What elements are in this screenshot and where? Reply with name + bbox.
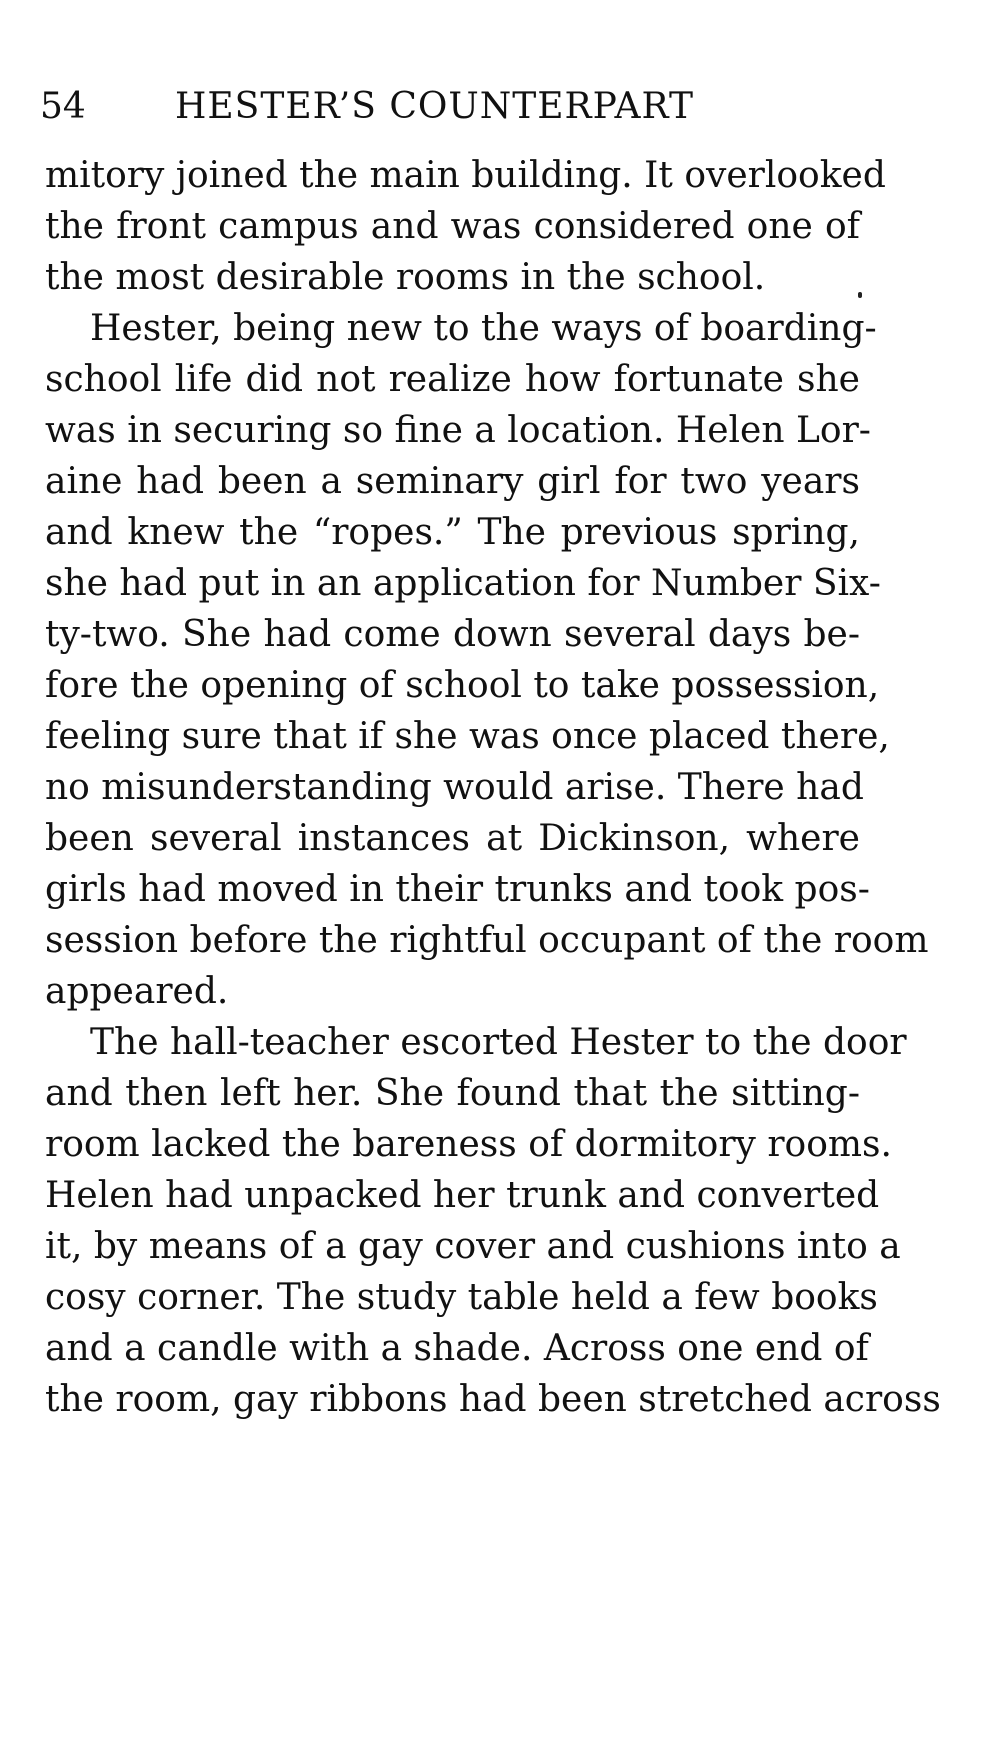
text-line: and knew the “ropes.” The previous spring, [45,512,860,553]
text-line: aine had been a seminary girl for two years [45,461,860,502]
text-line: the room, gay ribbons had been stretched across [45,1379,941,1420]
text-line: girls had moved in their trunks and took pos- [45,869,870,910]
text-line: room lacked the bareness of dormitory rooms. [45,1124,892,1165]
text-line: no misunderstanding would arise. There had [45,767,864,808]
text-line: and then left her. She found that the sitting- [45,1073,860,1114]
running-header [40,82,920,132]
paragraph-first-line: Hester, being new to the ways of boarding- [90,308,877,349]
text-line: the front campus and was considered one of [45,206,860,247]
text-line: mitory joined the main building. It overlooked [45,155,886,196]
text-line: was in securing so fine a location. Helen Lor- [45,410,871,451]
text-line: cosy corner. The study table held a few books [45,1277,878,1318]
text-line: it, by means of a gay cover and cushions into a [45,1226,901,1267]
text-line: the most desirable rooms in the school. [45,257,766,298]
text-line: Helen had unpacked her trunk and converted [45,1175,880,1216]
text-line: she had put in an application for Number Six- [45,563,881,604]
page-number: 54 [40,86,86,127]
text-line: appeared. [45,971,229,1012]
text-line: ty-two. She had come down several days be- [45,614,860,655]
text-line: school life did not realize how fortunate she [45,359,860,400]
print-speck [858,292,862,298]
text-line: session before the rightful occupant of the room [45,920,929,961]
text-line: feeling sure that if she was once placed there, [45,716,890,757]
text-line: been several instances at Dickinson, where [45,818,860,859]
text-line: fore the opening of school to take possession, [45,665,880,706]
paragraph-first-line: The hall-teacher escorted Hester to the door [90,1022,907,1063]
running-title: HESTER’S COUNTERPART [175,86,695,127]
text-line: and a candle with a shade. Across one end of [45,1328,869,1369]
